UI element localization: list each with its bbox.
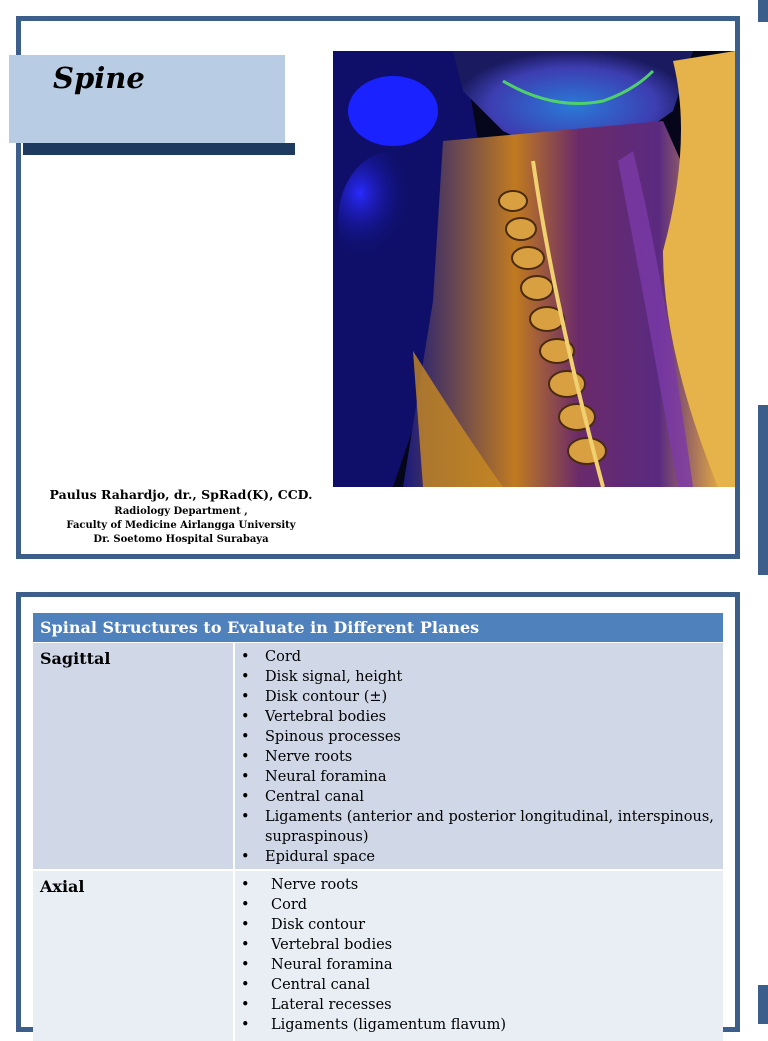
structure-list-cell [235,871,723,1041]
mri-illustration [333,51,735,487]
list-item: • Lateral recesses [235,995,723,1015]
plane-label-sagittal: Sagittal [33,643,233,869]
table-header: Spinal Structures to Evaluate in Different Planes [33,613,723,642]
list-item: • Nerve roots [235,747,723,767]
list-item: • Cord [235,895,723,915]
list-item: • Spinous processes [235,727,723,747]
list-item: • Disk contour (±) [235,687,723,707]
mri-spine-image [333,51,735,487]
title-slide [16,16,740,559]
list-item: • Nerve roots [235,875,723,895]
list-item: • Neural foramina [235,767,723,787]
list-item: • Disk signal, height [235,667,723,687]
list-item: • Vertebral bodies [235,707,723,727]
list-item: • Neural foramina [235,955,723,975]
edge-bar-bottom [758,985,768,1024]
credits-block [31,487,331,547]
table-row [33,871,723,1041]
list-item: • Ligaments (ligamentum flavum) [235,1015,723,1035]
list-item: • Central canal [235,975,723,995]
author-name: Paulus Rahardjo, dr., SpRad(K), CCD. [49,487,313,502]
structure-list-cell [235,643,723,869]
axial-structure-list [235,875,723,1035]
list-item: • Cord [235,647,723,667]
affiliation-line: Dr. Soetomo Hospital Surabaya [93,534,269,545]
list-item: • Ligaments (anterior and posterior longitudinal, interspinous, supraspinous) [235,807,723,847]
affiliation-line: Radiology Department , [114,506,248,517]
plane-label-axial: Axial [33,871,233,1041]
table-slide [16,592,740,1032]
list-item: • Epidural space [235,847,723,867]
title-underline [23,143,295,155]
list-item: • Disk contour [235,915,723,935]
affiliation-line: Faculty of Medicine Airlangga University [66,520,296,531]
table-row [33,643,723,869]
slide-title: Spine [53,61,145,95]
list-item: • Vertebral bodies [235,935,723,955]
edge-bar-top [758,0,768,22]
title-box [9,55,285,143]
list-item: • Central canal [235,787,723,807]
edge-bar-middle [758,405,768,575]
sagittal-structure-list [235,647,723,867]
